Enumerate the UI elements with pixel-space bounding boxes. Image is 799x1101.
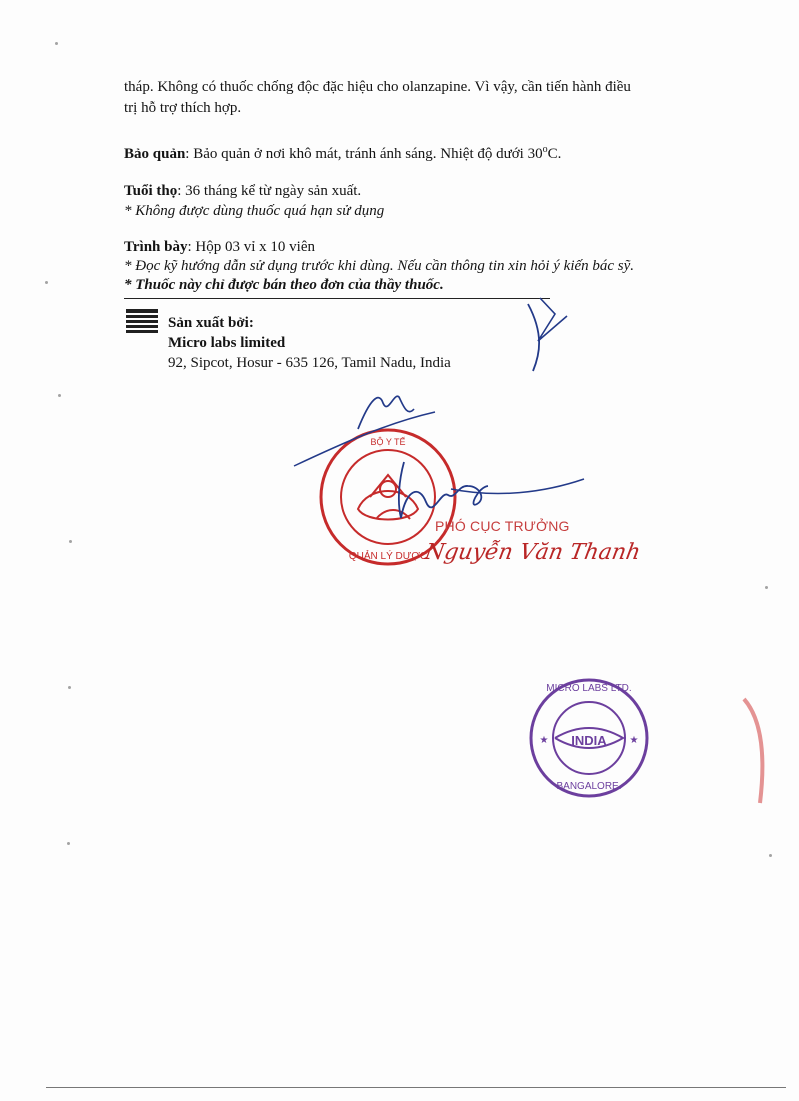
section-divider xyxy=(124,298,550,299)
svg-text:INDIA: INDIA xyxy=(571,733,607,748)
approver-name: Nguyễn Văn Thanh xyxy=(422,540,643,565)
scan-speck xyxy=(55,42,58,45)
manufacturer-address: 92, Sipcot, Hosur - 635 126, Tamil Nadu, India xyxy=(168,355,451,371)
shelf-life-label: Tuổi thọ xyxy=(124,183,178,199)
manufacturer-logo-icon xyxy=(126,309,158,333)
manufacturer-label: Sản xuất bởi: xyxy=(168,315,254,331)
svg-text:BANGALORE.: BANGALORE. xyxy=(556,781,622,792)
storage-unit-tail: C. xyxy=(547,146,562,162)
scan-speck xyxy=(69,540,72,543)
svg-text:★: ★ xyxy=(629,735,639,746)
scan-speck xyxy=(45,281,48,284)
shelf-life-note: * Không được dùng thuốc quá hạn sử dụng xyxy=(124,203,385,219)
scan-speck xyxy=(58,394,61,397)
scan-speck xyxy=(765,586,768,589)
scan-speck xyxy=(769,854,772,857)
scan-speck xyxy=(67,842,70,845)
presentation-note-1: * Đọc kỹ hướng dẫn sử dụng trước khi dùng. Nếu cần thông tin xin hỏi ý kiến bác sỹ. xyxy=(124,258,635,274)
overdose-line-1: tháp. Không có thuốc chống độc đặc hiệu cho olanzapine. Vì vậy, cần tiến hành điều xyxy=(124,79,631,95)
degree-superscript: o xyxy=(542,144,548,155)
svg-text:★: ★ xyxy=(539,735,549,746)
shelf-life-paragraph xyxy=(124,181,361,201)
approver-title: PHÓ CỤC TRƯỞNG xyxy=(435,518,570,534)
manufacturer-seal-icon xyxy=(527,676,651,800)
svg-text:QUẢN LÝ DƯỢC: QUẢN LÝ DƯỢC xyxy=(348,551,428,562)
presentation-note-2: * Thuốc này chỉ được bán theo đơn của thầy thuốc. xyxy=(124,277,444,293)
presentation-text: : Hộp 03 vỉ x 10 viên xyxy=(187,239,315,255)
storage-text: : Bảo quản ở nơi khô mát, tránh ánh sáng. Nhiệt độ dưới 30 xyxy=(185,146,543,162)
storage-paragraph xyxy=(124,140,561,164)
footer-divider xyxy=(46,1087,786,1088)
scan-speck xyxy=(68,686,71,689)
presentation-paragraph xyxy=(124,237,315,257)
svg-text:BỘ Y TẾ: BỘ Y TẾ xyxy=(370,437,406,447)
presentation-label: Trình bày xyxy=(124,239,188,255)
overdose-line-2: trị hỗ trợ thích hợp. xyxy=(124,100,242,116)
svg-text:MICRO LABS LTD.: MICRO LABS LTD. xyxy=(546,683,632,694)
manufacturer-name: Micro labs limited xyxy=(168,335,286,351)
shelf-life-text: : 36 tháng kể từ ngày sản xuất. xyxy=(177,183,362,199)
storage-label: Bảo quản xyxy=(124,146,186,162)
